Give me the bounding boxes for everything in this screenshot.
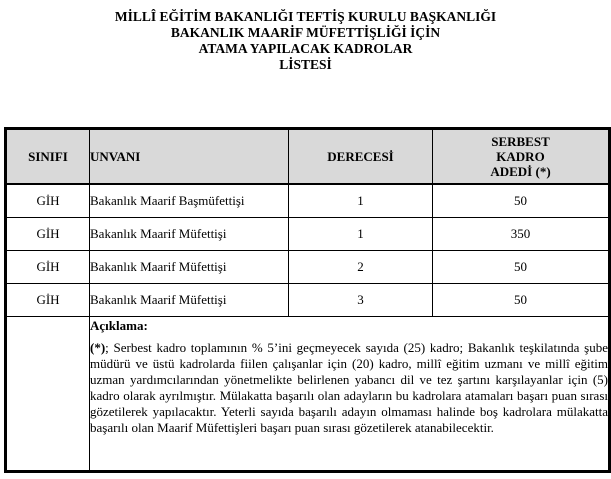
cell-sinifi: GİH bbox=[6, 251, 90, 284]
table-row bbox=[6, 284, 610, 317]
note-title: Açıklama: bbox=[90, 318, 148, 333]
table-row bbox=[6, 218, 610, 251]
cell-derecesi: 2 bbox=[289, 251, 433, 284]
note-marker: (*) bbox=[90, 340, 106, 355]
note-body: ; Serbest kadro toplamının % 5’ini geçmeyecek sayıda (25) kadro; Bakanlık teşkilatında şube müdürü ve üstü kadrolarda fiilen çalışanlar için (20) kadro, millî eğitim uzmanı ve millî eğitim uzman yardımcılarından yönetmelikte belirlenen yabancı dil ve tez şartını karşılayanlar için (5) kadro olarak ayrılmıştır. Mülakatta başarılı olan adayların bu kadrolara atamaları başarı puan sırası gözetilerek yapılacaktır. Yeterli sayıda başarılı adayın olmaması halinde boş kadrolara mülakatta başarılı olan Maarif Müfettişleri başarı puan sırası gözetilerek atanabilecektir. bbox=[90, 340, 608, 435]
header-adet-line-3: ADEDİ (*) bbox=[490, 164, 551, 179]
cell-derecesi: 1 bbox=[289, 184, 433, 218]
cell-derecesi: 1 bbox=[289, 218, 433, 251]
cell-adet: 50 bbox=[433, 184, 610, 218]
cell-unvani: Bakanlık Maarif Müfettişi bbox=[90, 284, 289, 317]
table-header-row bbox=[6, 129, 610, 185]
header-serbest-kadro-adedi bbox=[433, 129, 610, 185]
note-row bbox=[6, 317, 610, 472]
cell-sinifi: GİH bbox=[6, 184, 90, 218]
cell-sinifi: GİH bbox=[6, 284, 90, 317]
title-line-4: LİSTESİ bbox=[279, 57, 332, 72]
cell-unvani: Bakanlık Maarif Müfettişi bbox=[90, 218, 289, 251]
header-derecesi: DERECESİ bbox=[289, 129, 433, 185]
cell-unvani: Bakanlık Maarif Müfettişi bbox=[90, 251, 289, 284]
note-text bbox=[90, 340, 608, 436]
title-line-3: ATAMA YAPILACAK KADROLAR bbox=[198, 41, 413, 56]
header-adet-line-1: SERBEST bbox=[491, 134, 550, 149]
document-title bbox=[0, 9, 611, 73]
header-sinifi: SINIFI bbox=[6, 129, 90, 185]
kadro-table bbox=[4, 127, 611, 473]
header-adet-line-2: KADRO bbox=[496, 149, 545, 164]
title-line-2: BAKANLIK MAARİF MÜFETTİŞLİĞİ İÇİN bbox=[170, 25, 441, 40]
cell-adet: 50 bbox=[433, 251, 610, 284]
cell-unvani: Bakanlık Maarif Başmüfettişi bbox=[90, 184, 289, 218]
note-empty-cell bbox=[6, 317, 90, 472]
header-unvani: UNVANI bbox=[90, 129, 289, 185]
table-row bbox=[6, 184, 610, 218]
cell-sinifi: GİH bbox=[6, 218, 90, 251]
title-line-1: MİLLÎ EĞİTİM BAKANLIĞI TEFTİŞ KURULU BAŞKANLIĞI bbox=[114, 9, 497, 24]
table-row bbox=[6, 251, 610, 284]
cell-derecesi: 3 bbox=[289, 284, 433, 317]
cell-adet: 350 bbox=[433, 218, 610, 251]
cell-adet: 50 bbox=[433, 284, 610, 317]
note-cell bbox=[90, 317, 610, 472]
